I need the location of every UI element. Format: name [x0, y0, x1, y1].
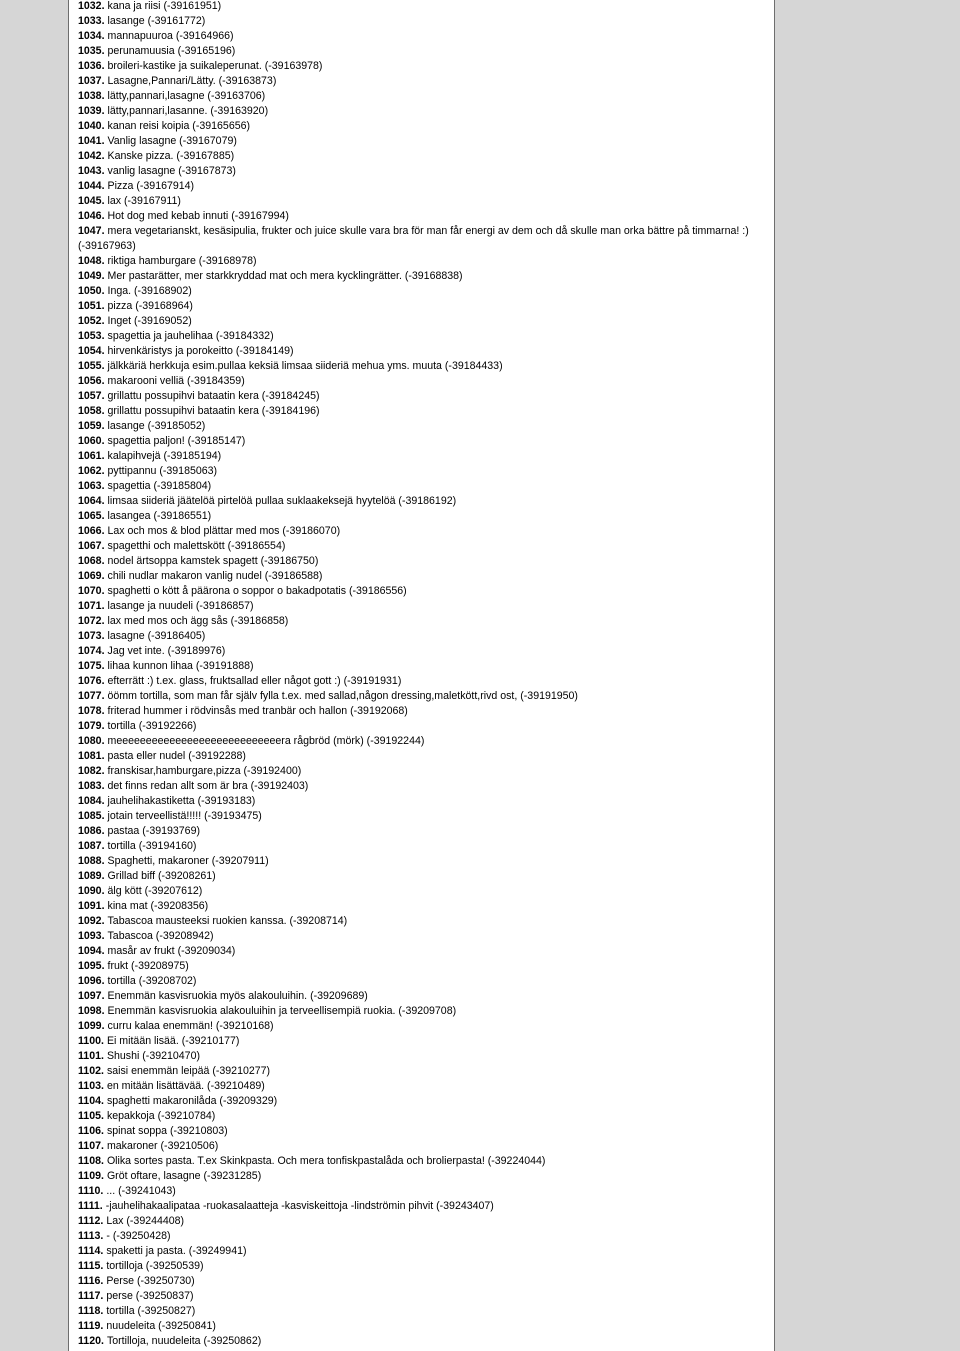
- entry-text: -jauhelihakaalipataa -ruokasalaatteja -kasviskeittoja -lindströmin pihvit (-39243407): [105, 1200, 494, 1212]
- list-item: [78, 1289, 758, 1304]
- entry-number: 1051.: [78, 300, 105, 312]
- entry-text: jauhelihakastiketta (-39193183): [107, 795, 256, 807]
- list-item: [78, 1154, 758, 1169]
- entry-text: pizza (-39168964): [107, 300, 193, 312]
- entry-text: spagettia ja jauhelihaa (-39184332): [107, 330, 274, 342]
- list-item: [78, 404, 758, 419]
- entry-text: Lax och mos & blod plättar med mos (-39186070): [107, 525, 341, 537]
- entry-number: 1044.: [78, 180, 105, 192]
- list-item: [78, 299, 758, 314]
- list-item: [78, 44, 758, 59]
- entry-number: 1109.: [78, 1170, 104, 1182]
- entry-text: lax (-39167911): [107, 195, 181, 207]
- entry-number: 1046.: [78, 210, 105, 222]
- entry-text: perunamuusia (-39165196): [107, 45, 236, 57]
- entry-number: 1118.: [78, 1305, 104, 1317]
- list-item: [78, 314, 758, 329]
- list-item: [78, 149, 758, 164]
- entry-number: 1034.: [78, 30, 105, 42]
- entry-text: lasangea (-39186551): [107, 510, 212, 522]
- list-item: [78, 1049, 758, 1064]
- entry-text: chili nudlar makaron vanlig nudel (-39186588): [107, 570, 323, 582]
- entry-number: 1098.: [78, 1005, 105, 1017]
- list-item: [78, 1334, 758, 1349]
- list-item: [78, 509, 758, 524]
- entry-text: Kanske pizza. (-39167885): [107, 150, 235, 162]
- entry-text: broileri-kastike ja suikaleperunat. (-39163978): [107, 60, 323, 72]
- list-item: [78, 449, 758, 464]
- list-item: [78, 209, 758, 224]
- entry-number: 1101.: [78, 1050, 104, 1062]
- list-item: [78, 14, 758, 29]
- entry-number: 1081.: [78, 750, 105, 762]
- entry-number: 1114.: [78, 1245, 104, 1257]
- entry-text: Tabascoa mausteeksi ruokien kanssa. (-39208714): [107, 915, 348, 927]
- entry-number: 1104.: [78, 1095, 104, 1107]
- list-item: [78, 584, 758, 599]
- list-item: [78, 689, 758, 704]
- entry-text: pasta eller nudel (-39192288): [107, 750, 246, 762]
- list-item: [78, 29, 758, 44]
- list-item: [78, 254, 758, 269]
- entry-text: en mitään lisättävää. (-39210489): [106, 1080, 265, 1092]
- entry-number: 1076.: [78, 675, 105, 687]
- entry-text: jotain terveellistä!!!!! (-39193475): [107, 810, 262, 822]
- list-item: [78, 1184, 758, 1199]
- list-item: [78, 929, 758, 944]
- entry-text: Olika sortes pasta. T.ex Skinkpasta. Och mera tonfiskpastalåda och brolierpasta! (-39224044): [106, 1155, 546, 1167]
- entry-number: 1065.: [78, 510, 105, 522]
- list-item: [78, 1319, 758, 1334]
- entry-number: 1111.: [78, 1200, 103, 1212]
- list-item: [78, 59, 758, 74]
- entry-text: mera vegetarianskt, kesäsipulia, frukter och juice skulle vara bra för man får energi av dem och då skulle man orka bättre på timmarna! :) (-39167963): [78, 225, 749, 252]
- list-item: [78, 659, 758, 674]
- entry-text: öömm tortilla, som man får själv fylla t.ex. med sallad,någon dressing,maletkött,rivd ost, (-39191950): [107, 690, 578, 702]
- list-item: [78, 764, 758, 779]
- list-item: [78, 194, 758, 209]
- entry-number: 1057.: [78, 390, 105, 402]
- entry-number: 1033.: [78, 15, 105, 27]
- list-item: [78, 359, 758, 374]
- list-item: [78, 374, 758, 389]
- list-item: [78, 104, 758, 119]
- entry-text: Ei mitään lisää. (-39210177): [106, 1035, 240, 1047]
- entry-text: saisi enemmän leipää (-39210277): [106, 1065, 271, 1077]
- entry-text: Vanlig lasagne (-39167079): [107, 135, 237, 147]
- entry-text: curru kalaa enemmän! (-39210168): [107, 1020, 274, 1032]
- entry-text: frukt (-39208975): [107, 960, 189, 972]
- list-item: [78, 554, 758, 569]
- list-item: [78, 1019, 758, 1034]
- entry-number: 1063.: [78, 480, 105, 492]
- entry-number: 1089.: [78, 870, 105, 882]
- list-item: [78, 719, 758, 734]
- list-item: [78, 1274, 758, 1289]
- list-item: [78, 464, 758, 479]
- entry-number: 1087.: [78, 840, 105, 852]
- entry-text: grillattu possupihvi bataatin kera (-39184245): [107, 390, 320, 402]
- entry-text: lasange ja nuudeli (-39186857): [107, 600, 254, 612]
- entry-number: 1058.: [78, 405, 105, 417]
- entry-number: 1107.: [78, 1140, 104, 1152]
- entry-text: Lax (-39244408): [106, 1215, 185, 1227]
- entry-text: lätty,pannari,lasanne. (-39163920): [107, 105, 269, 117]
- entry-number: 1032.: [78, 0, 105, 12]
- list-item: [78, 899, 758, 914]
- entry-number: 1042.: [78, 150, 105, 162]
- entry-number: 1102.: [78, 1065, 104, 1077]
- entry-text: jälkkäriä herkkuja esim.pullaa keksiä limsaa siideriä mehua yms. muuta (-39184433): [107, 360, 503, 372]
- list-item: [78, 839, 758, 854]
- entry-text: Tortilloja, nuudeleita (-39250862): [106, 1335, 262, 1347]
- entry-text: franskisar,hamburgare,pizza (-39192400): [107, 765, 302, 777]
- entry-text: Lasagne,Pannari/Lätty. (-39163873): [107, 75, 277, 87]
- list-item: [78, 329, 758, 344]
- list-item: [78, 434, 758, 449]
- entry-number: 1077.: [78, 690, 105, 702]
- entry-text: perse (-39250837): [106, 1290, 194, 1302]
- entry-number: 1049.: [78, 270, 105, 282]
- entry-text: hirvenkäristys ja porokeitto (-39184149): [107, 345, 294, 357]
- entry-text: nuudeleita (-39250841): [106, 1320, 216, 1332]
- entry-text: Spaghetti, makaroner (-39207911): [107, 855, 269, 867]
- list-item: [78, 1064, 758, 1079]
- entry-number: 1116.: [78, 1275, 104, 1287]
- list-item: [78, 644, 758, 659]
- list-item: [78, 989, 758, 1004]
- entry-number: 1120.: [78, 1335, 104, 1347]
- entry-text: Mer pastarätter, mer starkkryddad mat och mera kycklingrätter. (-39168838): [107, 270, 463, 282]
- entry-number: 1086.: [78, 825, 105, 837]
- list-item: [78, 164, 758, 179]
- list-item: [78, 524, 758, 539]
- list-item: [78, 734, 758, 749]
- list-item: [78, 629, 758, 644]
- entry-number: 1037.: [78, 75, 105, 87]
- entry-text: kalapihvejä (-39185194): [107, 450, 222, 462]
- entry-text: tortilla (-39194160): [107, 840, 197, 852]
- entry-text: spaghetti makaronilåda (-39209329): [106, 1095, 278, 1107]
- list-item: [78, 914, 758, 929]
- entry-text: Grillad biff (-39208261): [107, 870, 216, 882]
- entry-text: Enemmän kasvisruokia myös alakouluihin. (-39209689): [107, 990, 368, 1002]
- list-item: [78, 179, 758, 194]
- list-item: [78, 974, 758, 989]
- entry-number: 1091.: [78, 900, 105, 912]
- list-item: [78, 74, 758, 89]
- list-item: [78, 1004, 758, 1019]
- list-item: [78, 419, 758, 434]
- entry-number: 1040.: [78, 120, 105, 132]
- entry-text: lihaa kunnon lihaa (-39191888): [107, 660, 254, 672]
- list-item: [78, 794, 758, 809]
- entry-text: kina mat (-39208356): [107, 900, 209, 912]
- entry-number: 1078.: [78, 705, 105, 717]
- entry-text: Hot dog med kebab innuti (-39167994): [107, 210, 289, 222]
- entry-text: Enemmän kasvisruokia alakouluihin ja terveellisempiä ruokia. (-39209708): [107, 1005, 457, 1017]
- document-panel: [68, 0, 775, 1351]
- entry-text: makarooni velliä (-39184359): [107, 375, 245, 387]
- list-item: [78, 1229, 758, 1244]
- entry-text: Shushi (-39210470): [106, 1050, 200, 1062]
- entry-number: 1074.: [78, 645, 105, 657]
- list-item: [78, 944, 758, 959]
- entry-number: 1036.: [78, 60, 105, 72]
- entry-text: Tabascoa (-39208942): [107, 930, 214, 942]
- entry-text: tortilla (-39192266): [107, 720, 197, 732]
- list-item: [78, 614, 758, 629]
- response-list: [78, 0, 758, 1349]
- list-item: [78, 284, 758, 299]
- entry-number: 1090.: [78, 885, 105, 897]
- entry-number: 1038.: [78, 90, 105, 102]
- list-item: [78, 1199, 758, 1214]
- entry-text: tortilla (-39250827): [106, 1305, 196, 1317]
- list-item: [78, 809, 758, 824]
- entry-number: 1054.: [78, 345, 105, 357]
- list-item: [78, 269, 758, 284]
- entry-number: 1117.: [78, 1290, 104, 1302]
- entry-number: 1115.: [78, 1260, 104, 1272]
- entry-number: 1083.: [78, 780, 105, 792]
- entry-number: 1079.: [78, 720, 105, 732]
- list-item: [78, 854, 758, 869]
- entry-text: Jag vet inte. (-39189976): [107, 645, 226, 657]
- list-item: [78, 1304, 758, 1319]
- entry-text: pyttipannu (-39185063): [107, 465, 218, 477]
- entry-number: 1088.: [78, 855, 105, 867]
- entry-number: 1105.: [78, 1110, 104, 1122]
- list-item: [78, 1139, 758, 1154]
- list-item: [78, 1124, 758, 1139]
- entry-number: 1119.: [78, 1320, 104, 1332]
- list-item: [78, 884, 758, 899]
- entry-number: 1100.: [78, 1035, 104, 1047]
- entry-text: tortilloja (-39250539): [106, 1260, 204, 1272]
- list-item: [78, 1109, 758, 1124]
- entry-text: vanlig lasagne (-39167873): [107, 165, 236, 177]
- entry-text: tortilla (-39208702): [107, 975, 197, 987]
- entry-text: Inget (-39169052): [107, 315, 192, 327]
- entry-number: 1084.: [78, 795, 105, 807]
- entry-number: 1092.: [78, 915, 105, 927]
- list-item: [78, 539, 758, 554]
- entry-text: älg kött (-39207612): [107, 885, 203, 897]
- entry-number: 1039.: [78, 105, 105, 117]
- entry-number: 1061.: [78, 450, 105, 462]
- entry-number: 1096.: [78, 975, 105, 987]
- entry-number: 1095.: [78, 960, 105, 972]
- list-item: [78, 1034, 758, 1049]
- entry-number: 1108.: [78, 1155, 104, 1167]
- entry-number: 1060.: [78, 435, 105, 447]
- entry-number: 1099.: [78, 1020, 105, 1032]
- entry-number: 1067.: [78, 540, 105, 552]
- entry-number: 1069.: [78, 570, 105, 582]
- list-item: [78, 1214, 758, 1229]
- entry-number: 1070.: [78, 585, 105, 597]
- entry-number: 1093.: [78, 930, 105, 942]
- list-item: [78, 479, 758, 494]
- list-item: [78, 89, 758, 104]
- entry-text: lasange (-39185052): [107, 420, 206, 432]
- entry-text: Inga. (-39168902): [107, 285, 192, 297]
- entry-number: 1094.: [78, 945, 105, 957]
- entry-text: grillattu possupihvi bataatin kera (-39184196): [107, 405, 320, 417]
- entry-text: ... (-39241043): [106, 1185, 176, 1197]
- entry-number: 1075.: [78, 660, 105, 672]
- entry-text: mannapuuroa (-39164966): [107, 30, 234, 42]
- entry-number: 1050.: [78, 285, 105, 297]
- entry-text: Perse (-39250730): [106, 1275, 195, 1287]
- entry-number: 1062.: [78, 465, 105, 477]
- entry-number: 1041.: [78, 135, 105, 147]
- list-item: [78, 869, 758, 884]
- entry-number: 1055.: [78, 360, 105, 372]
- entry-number: 1064.: [78, 495, 105, 507]
- list-item: [78, 674, 758, 689]
- list-item: [78, 1169, 758, 1184]
- list-item: [78, 494, 758, 509]
- list-item: [78, 1244, 758, 1259]
- entry-number: 1047.: [78, 225, 105, 237]
- entry-number: 1072.: [78, 615, 105, 627]
- entry-number: 1045.: [78, 195, 105, 207]
- list-item: [78, 749, 758, 764]
- entry-number: 1113.: [78, 1230, 104, 1242]
- list-item: [78, 224, 758, 254]
- entry-number: 1073.: [78, 630, 105, 642]
- list-item: [78, 704, 758, 719]
- entry-text: det finns redan allt som är bra (-39192403): [107, 780, 309, 792]
- entry-text: Pizza (-39167914): [107, 180, 195, 192]
- entry-number: 1066.: [78, 525, 105, 537]
- entry-number: 1052.: [78, 315, 105, 327]
- entry-text: lätty,pannari,lasagne (-39163706): [107, 90, 266, 102]
- entry-text: - (-39250428): [106, 1230, 171, 1242]
- entry-text: masår av frukt (-39209034): [107, 945, 236, 957]
- list-item: [78, 119, 758, 134]
- entry-text: spagetthi och malettskött (-39186554): [107, 540, 286, 552]
- entry-number: 1080.: [78, 735, 105, 747]
- list-item: [78, 599, 758, 614]
- entry-text: Gröt oftare, lasagne (-39231285): [106, 1170, 262, 1182]
- list-item: [78, 0, 758, 14]
- list-item: [78, 779, 758, 794]
- entry-number: 1071.: [78, 600, 105, 612]
- entry-text: pastaa (-39193769): [107, 825, 200, 837]
- entry-number: 1106.: [78, 1125, 104, 1137]
- entry-text: spagettia (-39185804): [107, 480, 212, 492]
- entry-text: makaroner (-39210506): [106, 1140, 219, 1152]
- entry-text: meeeeeeeeeeeeeeeeeeeeeeeeeeeera rågbröd (mörk) (-39192244): [107, 735, 425, 747]
- entry-number: 1056.: [78, 375, 105, 387]
- entry-number: 1110.: [78, 1185, 104, 1197]
- list-item: [78, 1259, 758, 1274]
- entry-number: 1103.: [78, 1080, 104, 1092]
- list-item: [78, 1094, 758, 1109]
- list-item: [78, 959, 758, 974]
- entry-text: kana ja riisi (-39161951): [107, 0, 222, 12]
- entry-number: 1085.: [78, 810, 105, 822]
- entry-text: friterad hummer i rödvinsås med tranbär och hallon (-39192068): [107, 705, 408, 717]
- entry-text: limsaa siideriä jäätelöä pirtelöä pullaa suklaakeksejä hyytelöä (-39186192): [107, 495, 457, 507]
- entry-number: 1112.: [78, 1215, 104, 1227]
- entry-text: kanan reisi koipia (-39165656): [107, 120, 251, 132]
- entry-number: 1082.: [78, 765, 105, 777]
- entry-number: 1048.: [78, 255, 105, 267]
- entry-text: nodel ärtsoppa kamstek spagett (-39186750): [107, 555, 319, 567]
- entry-text: lasagne (-39186405): [107, 630, 206, 642]
- entry-text: spinat soppa (-39210803): [106, 1125, 228, 1137]
- list-item: [78, 344, 758, 359]
- list-item: [78, 389, 758, 404]
- entry-text: spagettia paljon! (-39185147): [107, 435, 246, 447]
- list-item: [78, 1079, 758, 1094]
- list-item: [78, 134, 758, 149]
- entry-text: efterrätt :) t.ex. glass, fruktsallad eller något gott :) (-39191931): [107, 675, 402, 687]
- list-item: [78, 824, 758, 839]
- entry-text: spaketti ja pasta. (-39249941): [106, 1245, 247, 1257]
- list-item: [78, 569, 758, 584]
- entry-number: 1097.: [78, 990, 105, 1002]
- entry-number: 1068.: [78, 555, 105, 567]
- entry-number: 1035.: [78, 45, 105, 57]
- entry-text: kepakkoja (-39210784): [106, 1110, 216, 1122]
- entry-number: 1053.: [78, 330, 105, 342]
- entry-text: lax med mos och ägg sås (-39186858): [107, 615, 289, 627]
- entry-text: riktiga hamburgare (-39168978): [107, 255, 257, 267]
- entry-number: 1059.: [78, 420, 105, 432]
- entry-number: 1043.: [78, 165, 105, 177]
- entry-text: spaghetti o kött å päärona o soppor o bakadpotatis (-39186556): [107, 585, 407, 597]
- entry-text: lasange (-39161772): [107, 15, 206, 27]
